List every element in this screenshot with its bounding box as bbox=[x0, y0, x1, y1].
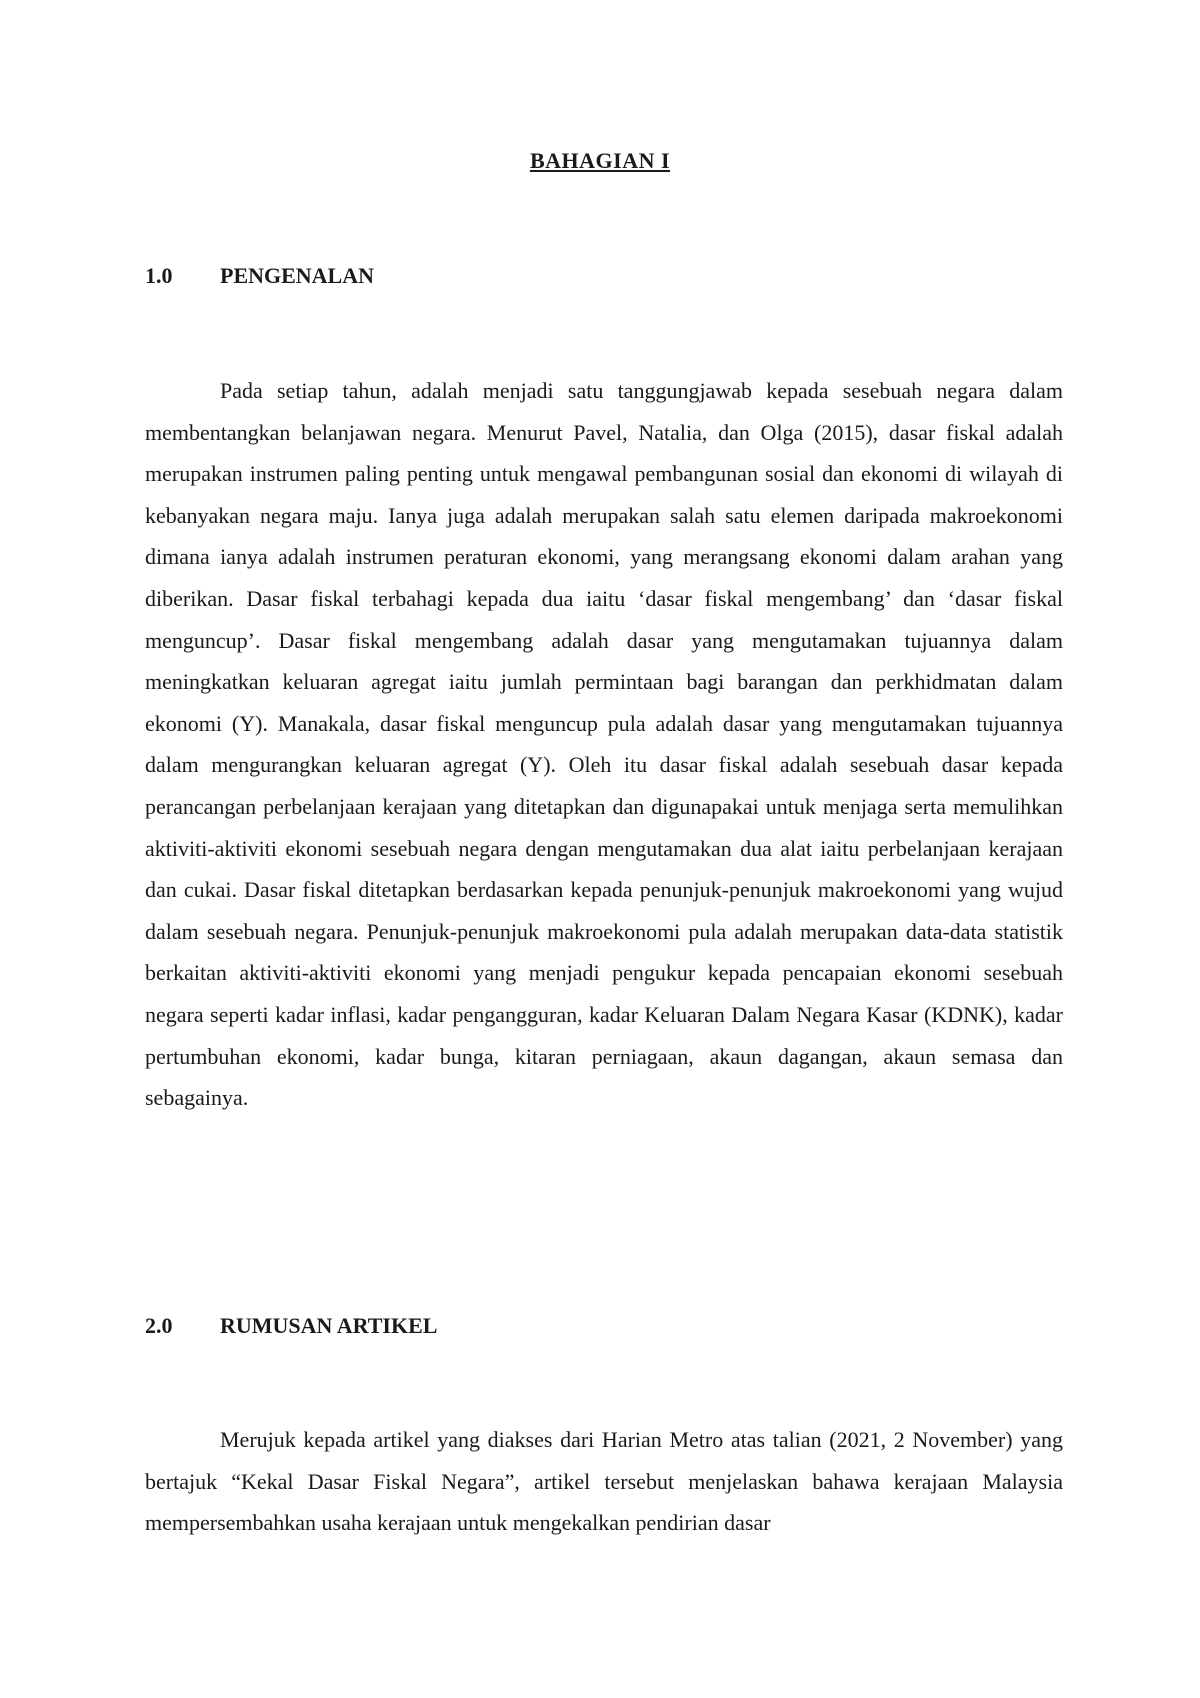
section-title: PENGENALAN bbox=[220, 263, 375, 288]
section-heading-pengenalan bbox=[145, 263, 374, 289]
section-number: 1.0 bbox=[145, 263, 173, 288]
section-paragraph-pengenalan: Pada setiap tahun, adalah menjadi satu tanggungjawab kepada sesebuah negara dalam membentangkan belanjawan negara. Menurut Pavel, Natalia, dan Olga (2015), dasar fiskal adalah merupakan instrumen paling penting untuk mengawal pembangunan sosial dan ekonomi di wilayah di kebanyakan negara maju. Ianya juga adalah merupakan salah satu elemen daripada makroekonomi dimana ianya adalah instrumen peraturan ekonomi, yang merangsang ekonomi dalam arahan yang diberikan. Dasar fiskal terbahagi kepada dua iaitu ‘dasar fiskal mengembang’ dan ‘dasar fiskal menguncup’. Dasar fiskal mengembang adalah dasar yang mengutamakan tujuannya dalam meningkatkan keluaran agregat iaitu jumlah permintaan bagi barangan dan perkhidmatan dalam ekonomi (Y). Manakala, dasar fiskal menguncup pula adalah dasar yang mengutamakan tujuannya dalam mengurangkan keluaran agregat (Y). Oleh itu dasar fiskal adalah sesebuah dasar kepada perancangan perbelanjaan kerajaan yang ditetapkan dan digunapakai untuk menjaga serta memulihkan aktiviti-aktiviti ekonomi sesebuah negara dengan mengutamakan dua alat iaitu perbelanjaan kerajaan dan cukai. Dasar fiskal ditetapkan berdasarkan kepada penunjuk-penunjuk makroekonomi yang wujud dalam sesebuah negara. Penunjuk-penunjuk makroekonomi pula adalah merupakan data-data statistik berkaitan aktiviti-aktiviti ekonomi yang menjadi pengukur kepada pencapaian ekonomi sesebuah negara seperti kadar inflasi, kadar pengangguran, kadar Keluaran Dalam Negara Kasar (KDNK), kadar pertumbuhan ekonomi, kadar bunga, kitaran perniagaan, akaun dagangan, akaun semasa dan sebagainya. bbox=[145, 378, 1063, 1111]
part-title: BAHAGIAN I bbox=[529, 148, 671, 173]
section-heading-rumusan-artikel bbox=[145, 1313, 437, 1339]
section-title: RUMUSAN ARTIKEL bbox=[220, 1313, 438, 1338]
section-paragraph-rumusan-artikel: Merujuk kepada artikel yang diakses dari Harian Metro atas talian (2021, 2 November) yang bertajuk “Kekal Dasar Fiskal Negara”, artikel tersebut menjelaskan bahawa kerajaan Malaysia mempersembahkan usaha kerajaan untuk mengekalkan pendirian dasar bbox=[145, 1427, 1063, 1536]
section-number: 2.0 bbox=[145, 1313, 173, 1338]
